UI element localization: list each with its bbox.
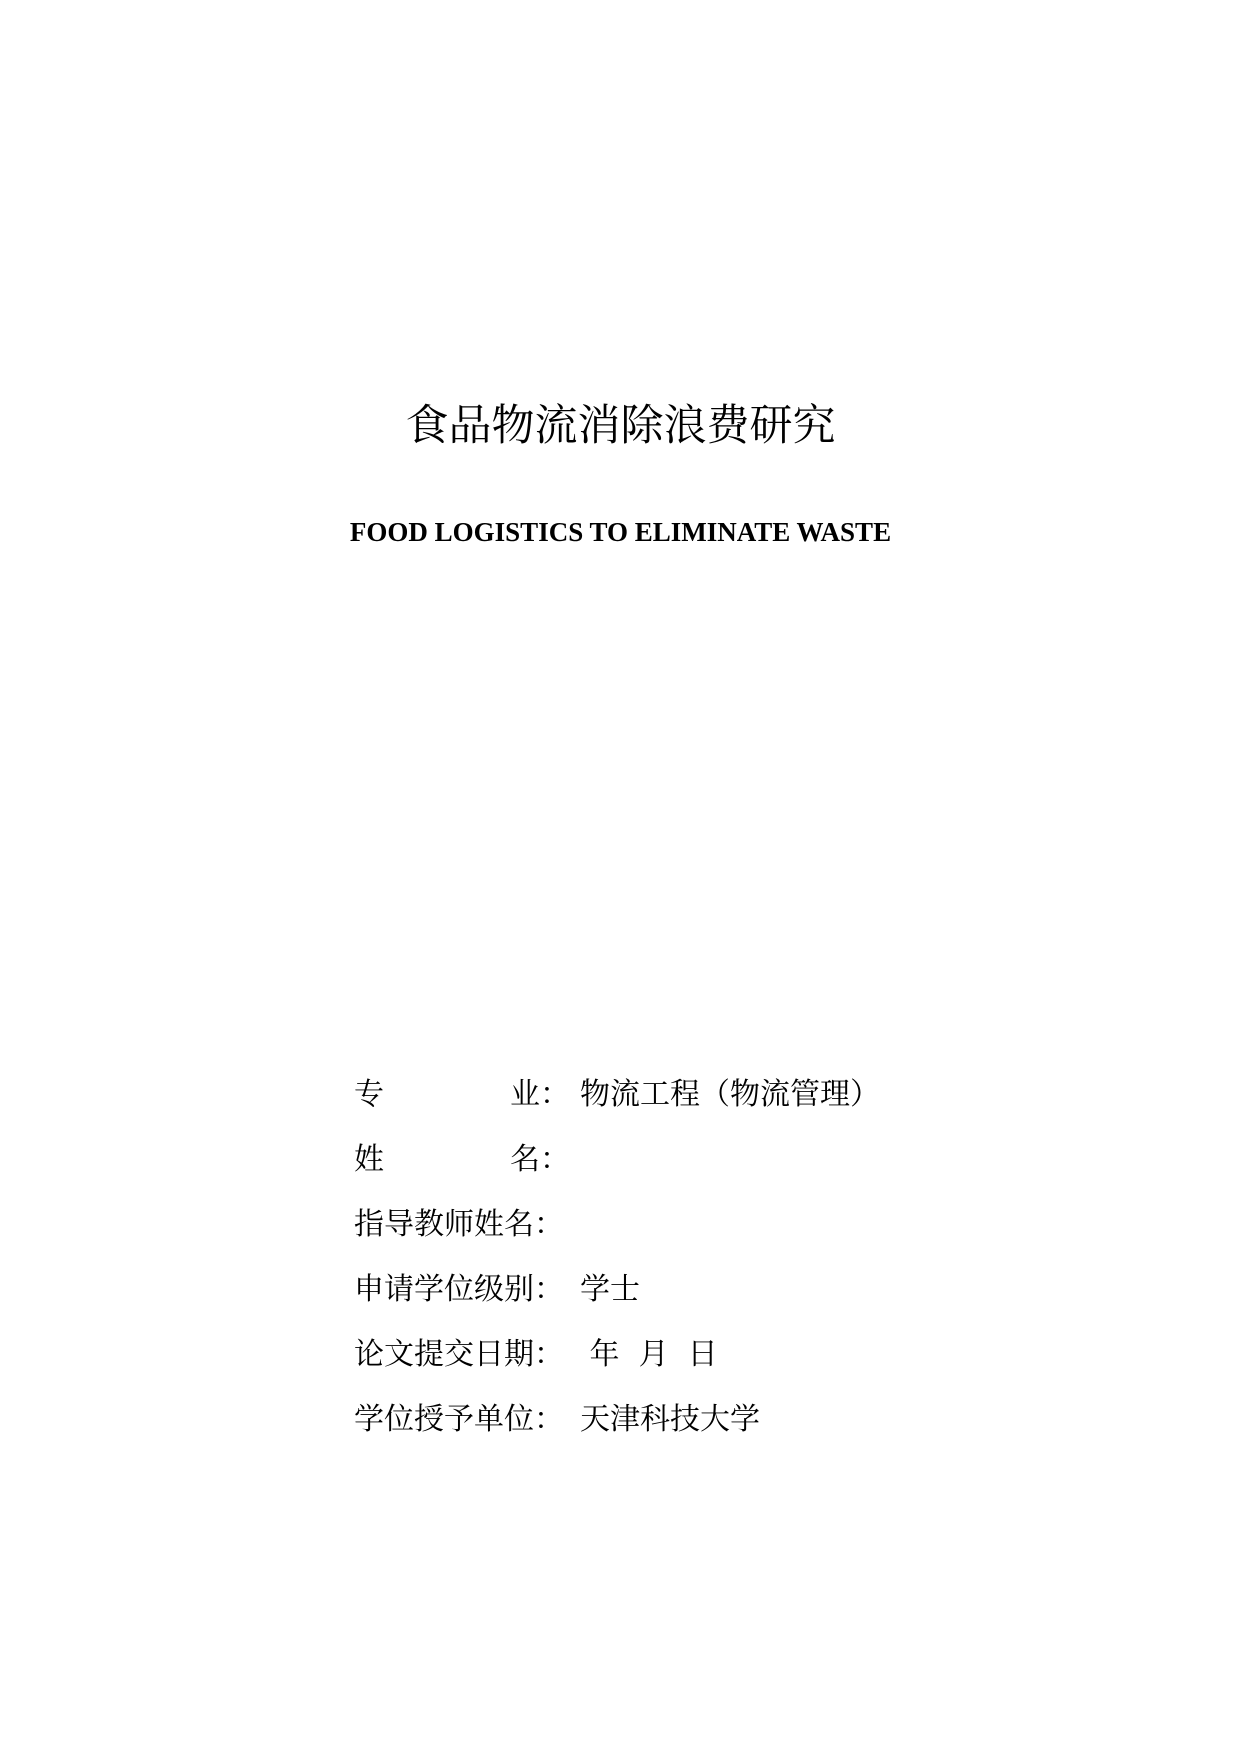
date-label: 论文提交日期： xyxy=(354,1337,564,1372)
degree-value: 学士 xyxy=(580,1272,640,1307)
name-label-last: 名： xyxy=(510,1142,570,1177)
info-row-advisor xyxy=(354,1204,1114,1269)
date-value: 年 月 日 xyxy=(580,1337,718,1372)
name-label xyxy=(354,1139,570,1181)
major-value: 物流工程（物流管理） xyxy=(580,1077,880,1112)
date-label-box xyxy=(354,1334,564,1376)
major-label xyxy=(354,1074,570,1116)
thesis-title-chinese: 食品物流消除浪费研究 xyxy=(405,401,836,451)
advisor-label: 指导教师姓名： xyxy=(354,1207,564,1242)
thesis-info-block xyxy=(354,1074,1114,1464)
major-label-first: 专 xyxy=(354,1077,384,1112)
institution-value: 天津科技大学 xyxy=(580,1402,760,1437)
info-row-institution xyxy=(354,1399,1114,1464)
info-row-degree xyxy=(354,1269,1114,1334)
degree-label: 申请学位级别： xyxy=(354,1272,564,1307)
info-row-name xyxy=(354,1139,1114,1204)
major-label-last: 业： xyxy=(510,1077,570,1112)
info-row-date xyxy=(354,1334,1114,1399)
thesis-title-english: FOOD LOGISTICS TO ELIMINATE WASTE xyxy=(349,517,892,547)
advisor-label-box xyxy=(354,1204,564,1246)
info-row-major xyxy=(354,1074,1114,1139)
institution-label: 学位授予单位： xyxy=(354,1402,564,1437)
institution-label-box xyxy=(354,1399,564,1441)
degree-label-box xyxy=(354,1269,564,1311)
name-label-first: 姓 xyxy=(354,1142,384,1177)
